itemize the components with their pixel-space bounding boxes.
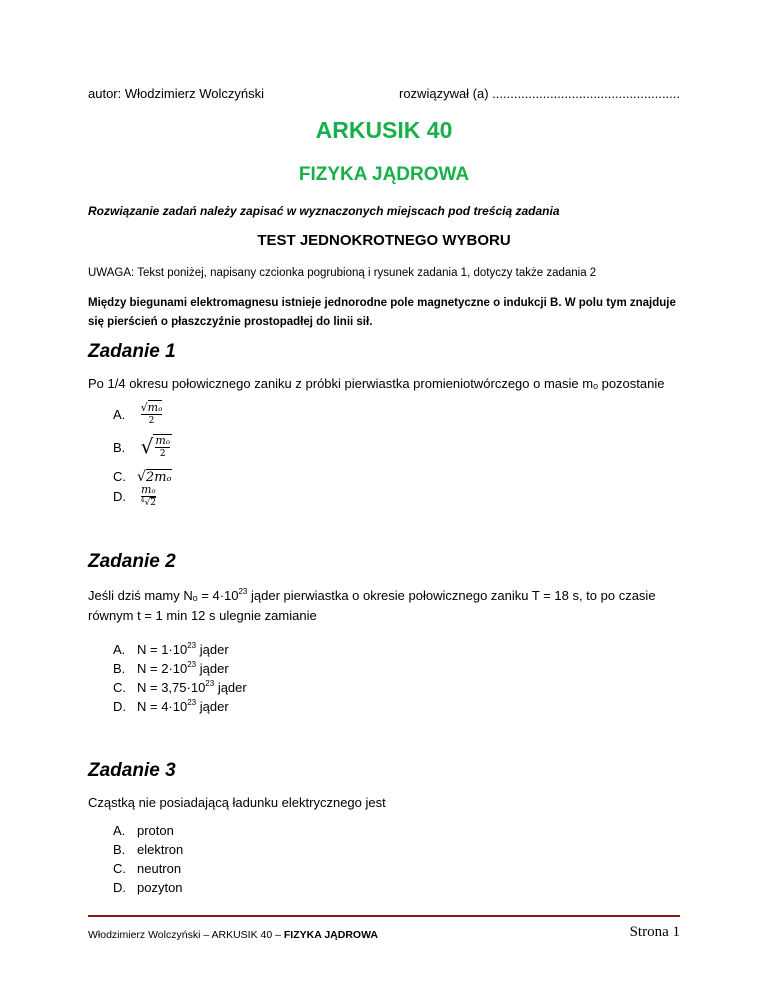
task2-option-c: C. $N = 3,75\cdot 10^{23}$ jąder [113, 679, 247, 695]
option-letter: A. [113, 407, 126, 422]
task1-option-b: B. √ $\frac{\text{mₒ}}{2}$ [113, 434, 171, 459]
task3-option-c: C. neutron [113, 861, 182, 876]
solved-by-line: rozwiązywał (a) .................................................... [399, 86, 680, 101]
task2-option-b: B. $N = 2\cdot 10^{23}$ jąder [113, 660, 229, 676]
footer-text: Włodzimierz Wolczyński – ARKUSIK 40 – FIZYKA JĄDROWA [88, 929, 378, 941]
note: UWAGA: Tekst poniżej, napisany czcionka pogrubioną i rysunek zadania 1, dotyczy także zadania 2 [88, 267, 597, 279]
footer-rule [88, 915, 680, 917]
m: mₒ [147, 401, 163, 414]
numerator: mₒ [155, 434, 171, 447]
task2-heading: Zadanie 2 [88, 551, 176, 572]
task3-text: Cząstką nie posiadającą ładunku elektrycznego jest [88, 795, 386, 810]
page-subtitle: FIZYKA JĄDROWA [298, 164, 470, 185]
task1-option-a [113, 402, 162, 436]
denominator: 2 [159, 449, 166, 459]
numerator: mₒ [140, 483, 156, 496]
page-title: ARKUSIK 40 [315, 117, 453, 143]
denominator: 2 [148, 416, 155, 426]
task1-option-c: C. √2mₒ [113, 469, 172, 485]
option-letter: B. [113, 439, 126, 455]
option-letter: D. [113, 489, 126, 504]
task2-option-a: A. $N = 1\cdot 10^{23}$ jąder [113, 641, 229, 657]
page-number: Strona 1 [629, 924, 680, 940]
option-letter: C. [113, 469, 126, 484]
intro-text: Między biegunami elektromagnesu istnieje jednorodne pole magnetyczne o indukcji B. W polu tym znajduje się pierścień o płaszczyźnie prostopadłej do linii sił. [88, 297, 676, 328]
fraction [153, 434, 172, 460]
task1-option-d [113, 484, 156, 518]
fraction: $\frac{\text{mₒ}}{^4√2}$ [140, 483, 156, 508]
task2-text: Jeśli dziś mamy $N_o = 4\cdot 10^{23}$ jąder pierwiastka o okresie połowicznego zaniku T = 18 s, to po czasie równym t = 1 min 12 s ulegnie zamianie [88, 587, 656, 623]
root-index: 4 [140, 497, 145, 504]
task1-text: Po 1/4 okresu połowicznego zaniku z próbki pierwiastka promieniotwórczego o masie mₒ pozostanie [88, 376, 665, 391]
two-m: 2mₒ [145, 470, 172, 485]
task3-option-a: A. proton [113, 823, 174, 838]
task1-heading: Zadanie 1 [88, 341, 176, 362]
author-line: autor: Włodzimierz Wolczyński [88, 86, 265, 101]
fraction [141, 402, 163, 427]
task2-option-d: D. $N = 4\cdot 10^{23}$ jąder [113, 698, 229, 714]
numerator: √mₒ [140, 401, 163, 414]
instruction: Rozwiązanie zadań należy zapisać w wyznaczonych miejscach pod treścią zadania [88, 204, 560, 218]
test-heading: TEST JEDNOKROTNEGO WYBORU [257, 232, 511, 249]
task3-option-b: B. elektron [113, 842, 184, 857]
task3-option-d: D. pozyton [113, 880, 183, 895]
task3-heading: Zadanie 3 [88, 760, 176, 781]
